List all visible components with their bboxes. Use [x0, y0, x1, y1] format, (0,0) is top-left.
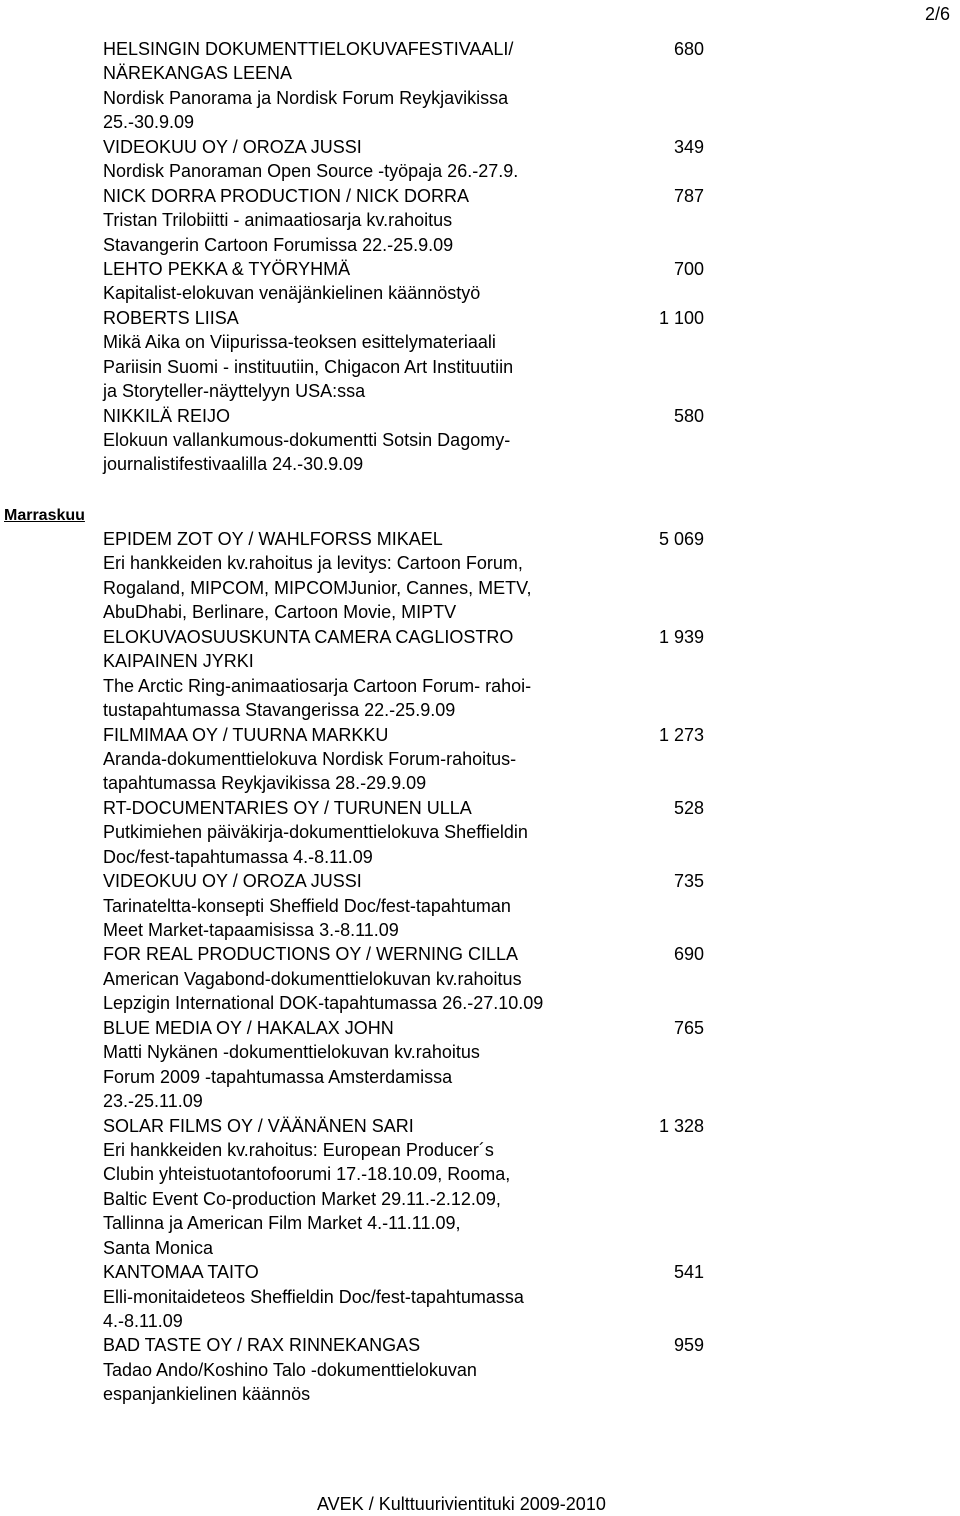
grant-recipient-line [0, 723, 960, 747]
grant-description-line [0, 86, 960, 110]
grant-description-line [0, 1382, 960, 1406]
grant-recipient-line [0, 257, 960, 281]
grant-amount: 349 [673, 136, 704, 157]
grant-description: journalistifestivaalilla 24.-30.9.09 [103, 454, 364, 475]
grant-entry [0, 184, 960, 257]
grant-description-line [0, 1138, 960, 1162]
grant-description: Putkimiehen päiväkirja-dokumenttielokuva Sheffieldin [103, 822, 528, 843]
grant-description-line [0, 894, 960, 918]
grant-description: Aranda-dokumenttielokuva Nordisk Forum-rahoitus- [103, 748, 517, 769]
grant-description: The Arctic Ring-animaatiosarja Cartoon Forum- rahoi- [103, 675, 532, 696]
grant-amount: 690 [673, 944, 704, 965]
grant-description: Santa Monica [103, 1237, 214, 1258]
grant-description: Rogaland, MIPCOM, MIPCOMJunior, Cannes, METV, [103, 577, 532, 598]
grant-description-line [0, 1040, 960, 1064]
grant-amount: 700 [673, 258, 704, 279]
grant-list-top [0, 37, 960, 477]
grant-recipient-line [0, 184, 960, 208]
grant-entry [0, 942, 960, 1015]
grant-description: 25.-30.9.09 [103, 112, 195, 133]
grant-entry [0, 1114, 960, 1261]
grant-amount: 787 [673, 185, 704, 206]
grant-amount: 541 [673, 1262, 704, 1283]
grant-description-line [0, 1187, 960, 1211]
grant-description-line [0, 1089, 960, 1113]
grant-recipient-line [0, 942, 960, 966]
grant-recipient-line [0, 527, 960, 551]
grant-recipient-line [0, 869, 960, 893]
grant-description: Tallinna ja American Film Market 4.-11.11.09, [103, 1213, 461, 1234]
recipient-name: BAD TASTE OY / RAX RINNEKANGAS [103, 1335, 421, 1356]
grant-entry [0, 625, 960, 723]
grant-recipient-line [0, 135, 960, 159]
grant-description: Pariisin Suomi - instituutiin, Chigacon Art Instituutiin [103, 356, 514, 377]
grant-recipient-line [0, 1333, 960, 1357]
grant-recipient-line [0, 37, 960, 61]
grant-description-line [0, 428, 960, 452]
grant-description: Kapitalist-elokuvan venäjänkielinen käännöstyö [103, 283, 481, 304]
grant-description: Lepzigin International DOK-tapahtumassa 26.-27.10.09 [103, 993, 544, 1014]
grant-description: 23.-25.11.09 [103, 1091, 203, 1112]
grant-description: Baltic Event Co-production Market 29.11.-2.12.09, [103, 1188, 501, 1209]
grant-description-line [0, 845, 960, 869]
recipient-name: VIDEOKUU OY / OROZA JUSSI [103, 871, 362, 892]
grant-description-line [0, 452, 960, 476]
grant-description-line [0, 1162, 960, 1186]
grant-description-line [0, 1309, 960, 1333]
grant-description: Eri hankkeiden kv.rahoitus ja levitys: Cartoon Forum, [103, 553, 523, 574]
recipient-name: HELSINGIN DOKUMENTTIELOKUVAFESTIVAALI/ [103, 39, 514, 59]
grant-entry [0, 869, 960, 942]
recipient-name: VIDEOKUU OY / OROZA JUSSI [103, 136, 362, 157]
grant-recipient-line [0, 796, 960, 820]
grant-description: Matti Nykänen -dokumenttielokuvan kv.rahoitus [103, 1042, 480, 1063]
grant-description-line [0, 355, 960, 379]
grant-list-november [0, 507, 960, 1407]
grant-description-line [0, 918, 960, 942]
grant-entry [0, 135, 960, 184]
grant-description: Elokuun vallankumous-dokumentti Sotsin Dagomy- [103, 430, 511, 450]
grant-amount: 735 [673, 871, 704, 892]
grant-description-line [0, 649, 960, 673]
grant-description-line [0, 674, 960, 698]
grant-description: espanjankielinen käännös [103, 1384, 311, 1405]
grant-description: Tadao Ando/Koshino Talo -dokumenttielokuvan [103, 1359, 477, 1380]
grant-description: Elli-monitaideteos Sheffieldin Doc/fest-tapahtumassa [103, 1286, 524, 1307]
grant-description-line [0, 159, 960, 183]
grant-entry [0, 404, 960, 477]
grant-description-line [0, 1285, 960, 1309]
grant-recipient-line [0, 306, 960, 330]
grant-description: KAIPAINEN JYRKI [103, 651, 254, 672]
grant-description: American Vagabond-dokumenttielokuvan kv.rahoitus [103, 968, 522, 989]
grant-description: 4.-8.11.09 [103, 1311, 183, 1331]
recipient-name: FOR REAL PRODUCTIONS OY / WERNING CILLA [103, 944, 519, 965]
grant-entry [0, 1016, 960, 1114]
grant-recipient-line [0, 404, 960, 428]
grant-description: Doc/fest-tapahtumassa 4.-8.11.09 [103, 846, 373, 867]
grant-description-line [0, 698, 960, 722]
recipient-name: EPIDEM ZOT OY / WAHLFORSS MIKAEL [103, 529, 443, 549]
grant-description-line [0, 208, 960, 232]
recipient-name: KANTOMAA TAITO [103, 1262, 259, 1283]
recipient-name: RT-DOCUMENTARIES OY / TURUNEN ULLA [103, 797, 472, 818]
grant-description: Nordisk Panoraman Open Source -työpaja 26.-27.9. [103, 161, 519, 182]
grant-entry [0, 1333, 960, 1406]
grant-entry [0, 37, 960, 135]
grant-amount: 1 273 [658, 724, 704, 745]
grant-description-line [0, 61, 960, 85]
grant-description: NÄREKANGAS LEENA [103, 63, 293, 84]
grant-recipient-line [0, 1114, 960, 1138]
grant-description: tustapahtumassa Stavangerissa 22.-25.9.09 [103, 700, 456, 721]
month-heading: Marraskuu [4, 507, 85, 524]
grant-description: Meet Market-tapaamisissa 3.-8.11.09 [103, 920, 399, 940]
grant-entry [0, 306, 960, 404]
grant-amount: 680 [673, 39, 704, 59]
grant-description-line [0, 1236, 960, 1260]
grant-amount: 959 [673, 1335, 704, 1356]
grant-description-line [0, 330, 960, 354]
grant-entry [0, 1260, 960, 1333]
grant-description-line [0, 233, 960, 257]
grant-description: Tristan Trilobiitti - animaatiosarja kv.rahoitus [103, 210, 453, 231]
recipient-name: NIKKILÄ REIJO [103, 405, 231, 426]
grant-recipient-line [0, 1260, 960, 1284]
footer-text: AVEK / Kulttuurivientituki 2009-2010 [317, 1494, 606, 1514]
grant-recipient-line [0, 625, 960, 649]
grant-description: ja Storyteller-näyttelyyn USA:ssa [103, 381, 366, 402]
page-number: 2/6 [924, 4, 950, 24]
grant-description-line [0, 820, 960, 844]
grant-amount: 1 100 [658, 307, 704, 328]
recipient-name: LEHTO PEKKA & TYÖRYHMÄ [103, 258, 351, 279]
grant-description-line [0, 379, 960, 403]
grant-description: tapahtumassa Reykjavikissa 28.-29.9.09 [103, 773, 427, 794]
grant-description-line [0, 1358, 960, 1382]
grant-amount: 765 [673, 1017, 704, 1038]
grant-description-line [0, 281, 960, 305]
recipient-name: BLUE MEDIA OY / HAKALAX JOHN [103, 1017, 394, 1038]
grant-description-line [0, 110, 960, 134]
grant-description: Clubin yhteistuotantofoorumi 17.-18.10.09, Rooma, [103, 1164, 511, 1185]
grant-description-line [0, 991, 960, 1015]
recipient-name: ELOKUVAOSUUSKUNTA CAMERA CAGLIOSTRO [103, 626, 514, 647]
grant-description-line [0, 967, 960, 991]
recipient-name: ROBERTS LIISA [103, 307, 239, 328]
grant-description: AbuDhabi, Berlinare, Cartoon Movie, MIPTV [103, 602, 457, 623]
recipient-name: NICK DORRA PRODUCTION / NICK DORRA [103, 185, 470, 206]
grant-description: Tarinateltta-konsepti Sheffield Doc/fest-tapahtuman [103, 895, 511, 916]
grant-description-line [0, 747, 960, 771]
grant-amount: 1 939 [658, 626, 704, 647]
grant-entry [0, 796, 960, 869]
grant-description-line [0, 551, 960, 575]
grant-amount: 528 [673, 797, 704, 818]
grant-description: Mikä Aika on Viipurissa-teoksen esittelymateriaali [103, 332, 496, 353]
recipient-name: FILMIMAA OY / TUURNA MARKKU [103, 724, 389, 745]
grant-recipient-line [0, 1016, 960, 1040]
grant-description-line [0, 600, 960, 624]
grant-description-line [0, 576, 960, 600]
grant-description-line [0, 771, 960, 795]
grant-amount: 580 [673, 405, 704, 426]
grant-entry [0, 723, 960, 796]
grant-description-line [0, 1065, 960, 1089]
recipient-name: SOLAR FILMS OY / VÄÄNÄNEN SARI [103, 1115, 414, 1136]
grant-description: Stavangerin Cartoon Forumissa 22.-25.9.09 [103, 234, 454, 255]
grant-description: Forum 2009 -tapahtumassa Amsterdamissa [103, 1066, 453, 1087]
grant-amount: 5 069 [658, 529, 704, 549]
grant-description: Eri hankkeiden kv.rahoitus: European Producer´s [103, 1139, 494, 1160]
grant-entry [0, 257, 960, 306]
grant-entry [0, 527, 960, 625]
grant-description: Nordisk Panorama ja Nordisk Forum Reykjavikissa [103, 87, 509, 108]
grant-amount: 1 328 [658, 1115, 704, 1136]
grant-description-line [0, 1211, 960, 1235]
